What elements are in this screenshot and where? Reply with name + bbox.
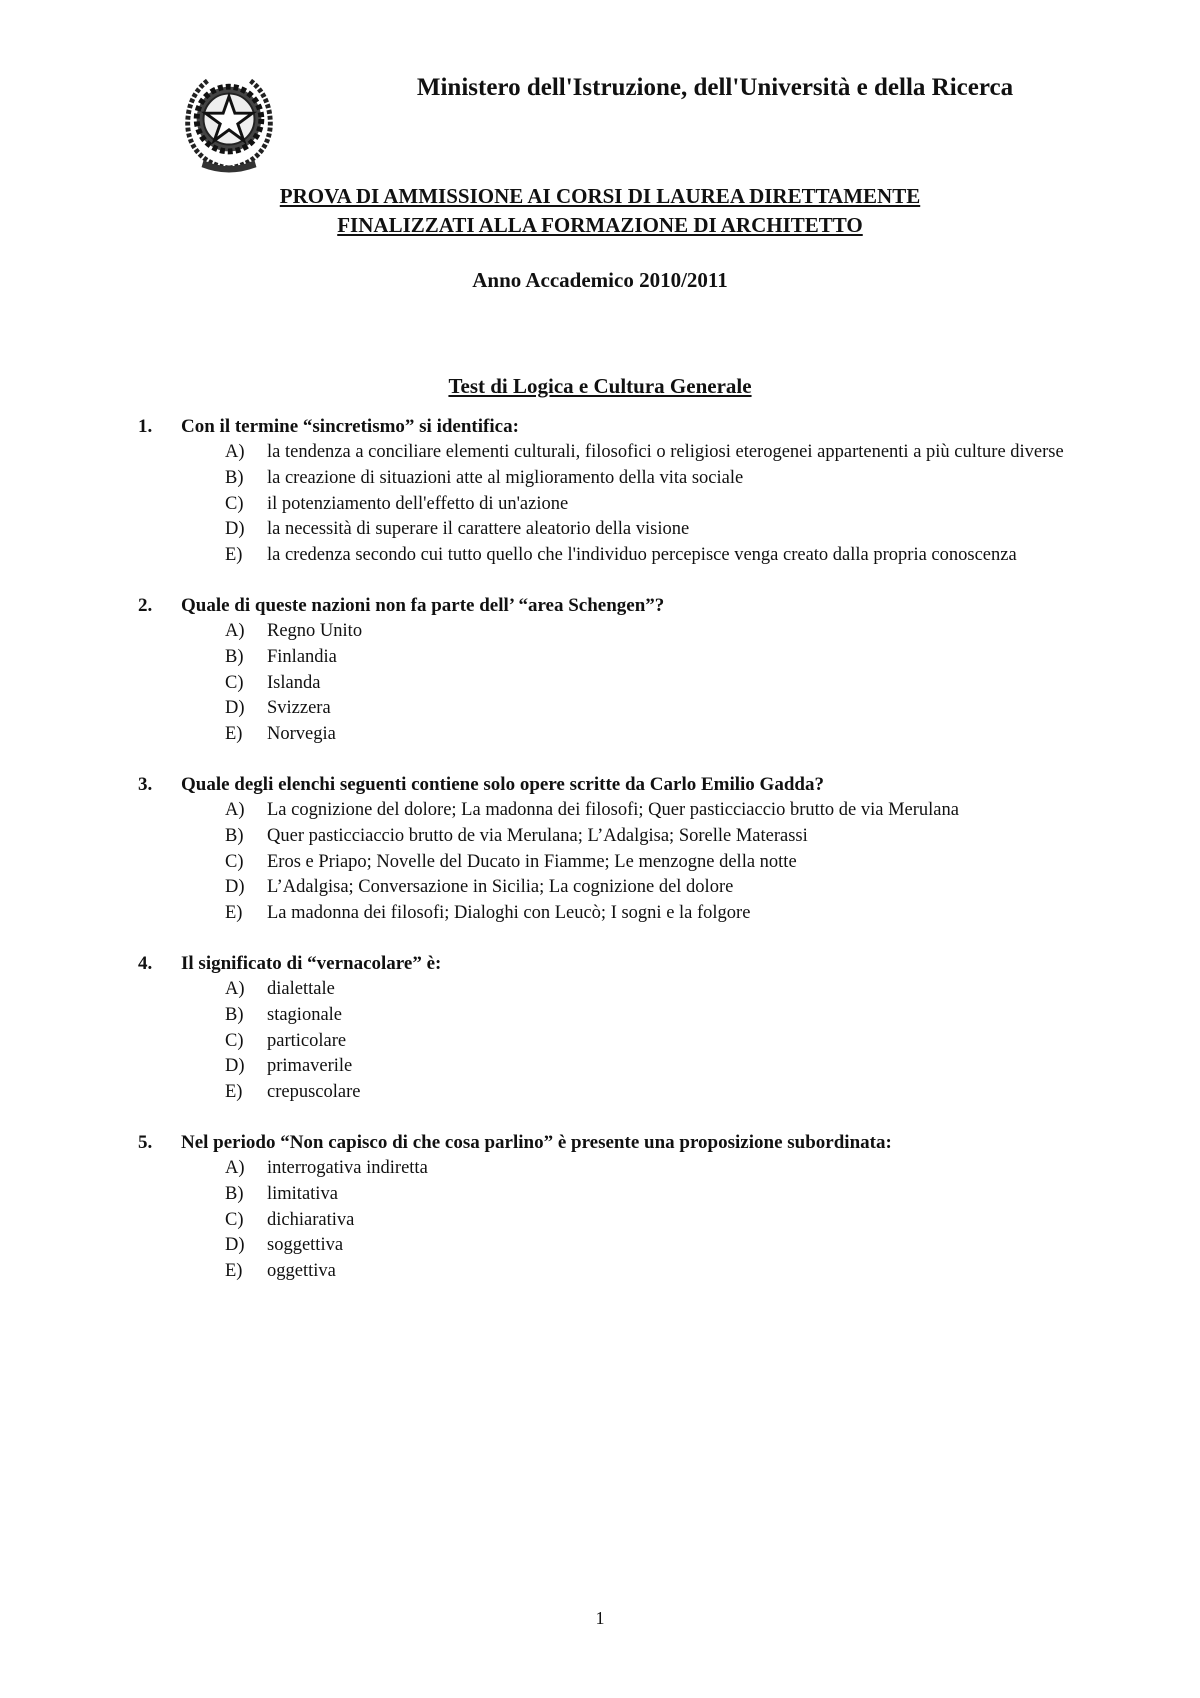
option-letter: D) (225, 519, 245, 540)
option-text: la tendenza a conciliare elementi culturali, filosofici o religiosi eterogenei appartenenti a più culture diverse (267, 442, 1064, 462)
answer-option-c (0, 671, 1200, 697)
option-text: limitativa (267, 1183, 338, 1204)
answer-option-e (0, 722, 1200, 748)
option-letter: A) (225, 799, 245, 820)
option-text: Regno Unito (267, 620, 363, 641)
page-number: 1 (595, 1608, 605, 1628)
question-text: Quale degli elenchi seguenti contiene solo opere scritte da Carlo Emilio Gadda? (181, 773, 824, 795)
ministry-name: Ministero dell'Istruzione, dell'Università e della Ricerca (416, 74, 1014, 101)
option-letter: B) (225, 646, 244, 667)
option-text: La cognizione del dolore; La madonna dei filosofi; Quer pasticciaccio brutto de via Merulana (267, 799, 959, 820)
option-letter: A) (225, 978, 245, 999)
option-text: dichiarativa (267, 1209, 355, 1230)
answer-option-a (0, 619, 1200, 645)
option-text: Quer pasticciaccio brutto de via Merulana; L’Adalgisa; Sorelle Materassi (267, 825, 808, 846)
answer-option-c (0, 850, 1200, 876)
option-letter: C) (225, 1030, 244, 1051)
question-number: 1. (138, 416, 153, 437)
answer-option-b (0, 645, 1200, 671)
option-text: particolare (267, 1030, 347, 1051)
question-1 (0, 414, 1200, 569)
question-header (0, 1130, 1200, 1156)
option-text: Norvegia (267, 724, 336, 745)
option-letter: E) (225, 1261, 243, 1282)
option-letter: A) (225, 620, 245, 641)
option-text: oggettiva (267, 1261, 336, 1282)
question-3 (0, 772, 1200, 927)
question-header (0, 414, 1200, 440)
option-letter: A) (225, 442, 245, 462)
exam-title-line-2: FINALIZZATI ALLA FORMAZIONE DI ARCHITETTO (337, 213, 863, 237)
option-letter: D) (225, 1056, 245, 1077)
academic-year: Anno Accademico 2010/2011 (472, 268, 728, 292)
exam-title-line-1: PROVA DI AMMISSIONE AI CORSI DI LAUREA DIRETTAMENTE (279, 184, 921, 208)
option-text: Svizzera (267, 698, 331, 719)
option-text: la creazione di situazioni atte al miglioramento della vita sociale (267, 467, 744, 488)
option-text: dialettale (267, 978, 335, 999)
exam-title (150, 182, 1050, 240)
answer-option-a (0, 977, 1200, 1003)
option-text: il potenziamento dell'effetto di un'azione (267, 493, 569, 514)
question-4 (0, 951, 1200, 1106)
answer-option-d (0, 1233, 1200, 1259)
answer-option-c (0, 1208, 1200, 1234)
italian-republic-emblem-icon (180, 70, 278, 174)
question-5 (0, 1130, 1200, 1285)
question-number: 3. (138, 773, 153, 795)
option-letter: C) (225, 672, 244, 693)
answer-option-e (0, 901, 1200, 927)
option-letter: D) (225, 1235, 245, 1256)
option-text: soggettiva (267, 1235, 344, 1256)
option-letter: B) (225, 825, 244, 846)
question-text: Quale di queste nazioni non fa parte dell’ “area Schengen”? (181, 594, 665, 616)
question-text: Con il termine “sincretismo” si identifica: (181, 416, 519, 437)
answer-option-c (0, 1029, 1200, 1055)
question-number: 2. (138, 594, 153, 616)
option-letter: D) (225, 698, 245, 719)
option-letter: E) (225, 724, 243, 745)
option-text: stagionale (267, 1004, 343, 1025)
answer-option-a (0, 440, 1200, 466)
option-letter: E) (225, 903, 243, 924)
question-text: Il significato di “vernacolare” è: (181, 952, 442, 974)
option-text: la credenza secondo cui tutto quello che l'individuo percepisce venga creato dalla propria conoscenza (267, 545, 1017, 566)
answer-option-e (0, 1259, 1200, 1285)
option-text: primaverile (267, 1056, 353, 1077)
question-2 (0, 593, 1200, 748)
option-letter: C) (225, 1209, 244, 1230)
option-letter: B) (225, 1004, 244, 1025)
section-title: Test di Logica e Cultura Generale (448, 374, 752, 398)
option-letter: E) (225, 1082, 243, 1103)
question-header (0, 772, 1200, 798)
answer-option-b (0, 1182, 1200, 1208)
answer-option-b (0, 1003, 1200, 1029)
question-text: Nel periodo “Non capisco di che cosa parlino” è presente una proposizione subordinata: (181, 1131, 892, 1153)
answer-option-e (0, 1080, 1200, 1106)
answer-option-d (0, 696, 1200, 722)
answer-option-d (0, 875, 1200, 901)
answer-option-d (0, 517, 1200, 543)
option-text: La madonna dei filosofi; Dialoghi con Leucò; I sogni e la folgore (267, 903, 751, 924)
option-letter: B) (225, 467, 244, 488)
option-letter: B) (225, 1183, 244, 1204)
question-header (0, 951, 1200, 977)
option-text: Eros e Priapo; Novelle del Ducato in Fiamme; Le menzogne della notte (267, 851, 797, 872)
option-letter: C) (225, 493, 244, 514)
question-number: 4. (138, 952, 153, 974)
option-text: Islanda (267, 672, 321, 693)
option-letter: D) (225, 877, 245, 898)
option-letter: C) (225, 851, 244, 872)
question-list (0, 414, 1200, 1309)
option-text: Finlandia (267, 646, 337, 667)
option-letter: A) (225, 1157, 245, 1178)
question-header (0, 593, 1200, 619)
answer-option-a (0, 1156, 1200, 1182)
option-text: interrogativa indiretta (267, 1157, 428, 1178)
answer-option-c (0, 492, 1200, 518)
option-text: la necessità di superare il carattere aleatorio della visione (267, 519, 690, 540)
option-letter: E) (225, 545, 243, 566)
answer-option-b (0, 466, 1200, 492)
answer-option-d (0, 1054, 1200, 1080)
option-text: crepuscolare (267, 1082, 361, 1103)
question-number: 5. (138, 1131, 153, 1153)
answer-option-e (0, 543, 1200, 569)
answer-option-b (0, 824, 1200, 850)
option-text: L’Adalgisa; Conversazione in Sicilia; La cognizione del dolore (267, 877, 734, 898)
answer-option-a (0, 798, 1200, 824)
